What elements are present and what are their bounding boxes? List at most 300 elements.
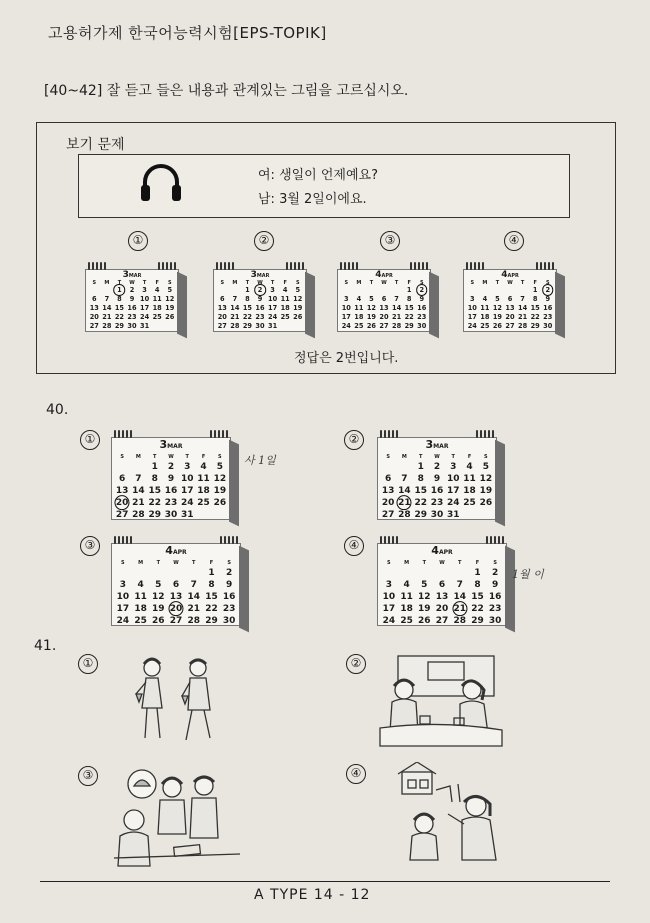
calendar-day [451,568,469,578]
calendar-day: 20 [505,313,515,321]
calendar-weekday: S [220,280,225,286]
calendar-stand [495,440,505,527]
calendar-day [130,462,146,472]
calendar-month-name: APR [172,549,187,556]
calendar-day-circled: 2 [254,286,267,294]
calendar-day: 14 [132,486,145,496]
calendar-day: 10 [447,474,460,484]
calendar-day: 12 [293,295,303,303]
q41-option-number[interactable]: ④ [346,764,366,784]
calendar-day: 29 [242,322,253,330]
q41-option-number[interactable]: ② [346,654,366,674]
calendar-week-row [466,286,554,294]
calendar-month-heading [374,438,500,451]
calendar-day: 26 [165,313,175,321]
calendar-day: 12 [418,592,431,602]
calendar-weekday-row [380,560,504,566]
calendar-day [433,568,451,578]
calendar-month-number: 4 [431,544,439,557]
calendar-day: 6 [385,474,392,484]
calendar-day: 29 [114,322,125,330]
calendar-day: 26 [492,322,503,330]
calendar-day: 8 [245,295,250,303]
instruction-text: [40~42] 잘 듣고 들은 내용과 관계있는 그림을 고르십시오. [44,83,409,99]
calendar-day [291,322,304,330]
calendar-day: 25 [400,616,413,626]
calendar-weekday: T [369,280,374,286]
dialog-line-man: 남: 3월 2일이에요. [258,192,367,207]
calendar-week-row [114,498,228,508]
calendar-day [163,322,176,330]
calendar-month-number: 4 [501,270,508,280]
calendar-day: 22 [114,313,125,321]
page-footer: A TYPE 14 - 12 [254,887,371,903]
calendar-day: 10 [116,592,130,602]
example-option-number: ③ [380,231,400,251]
calendar-day: 2 [226,568,233,578]
calendar-day: 29 [414,510,427,520]
calendar-day [132,568,150,578]
calendar-day: 20 [435,604,449,614]
calendar-day: 10 [467,304,477,312]
calendar-day: 7 [401,474,408,484]
calendar-day: 19 [492,313,503,321]
calendar-day: 2 [492,568,499,578]
calendar-day [229,286,242,294]
calendar-day: 6 [119,474,126,484]
calendar-day: 11 [280,295,290,303]
calendar-day: 11 [354,304,364,312]
calendar-month-heading [460,270,560,280]
calendar-month-name: APR [507,273,519,279]
calendar-stand [505,546,515,633]
calendar-weekday: T [451,454,455,460]
calendar-month-heading [108,438,234,451]
calendar-day: 11 [134,592,147,602]
calendar-day: 17 [447,486,460,496]
calendar-day: 22 [530,313,540,321]
calendar-day: 24 [341,322,351,330]
calendar-month-heading [108,544,244,557]
calendar-stand [555,272,565,339]
calendar-month-number: 3 [250,270,257,280]
calendar-week-row [114,604,238,614]
calendar-day: 10 [268,295,278,303]
calendar-day: 24 [382,616,396,626]
calendar-day [185,568,203,578]
calendar-day: 1 [474,568,481,578]
calendar-day: 10 [382,592,396,602]
calendar-day: 30 [543,322,553,330]
calendar-weekday: W [129,280,135,286]
calendar-month-number: 4 [165,544,173,557]
calendar-day: 30 [127,322,137,330]
calendar-day: 23 [430,498,444,508]
calendar-day: 22 [404,313,414,321]
walking-icecream-illustration[interactable] [120,650,230,750]
calendar-weekday: W [439,560,445,566]
calendar-day: 8 [474,580,481,590]
calendar-weekday: T [142,280,147,286]
calendar-day: 10 [140,295,150,303]
calendar-day: 27 [217,322,227,330]
calendar-example-2[interactable] [210,262,310,332]
calendar-day [353,286,366,294]
calendar-day: 14 [187,592,200,602]
calendar-day: 19 [479,486,493,496]
calendar-day: 28 [187,616,200,626]
calendar-week-row [216,295,304,303]
calendar-weekday: T [185,454,189,460]
calendar-weekday: T [520,280,525,286]
calendar-week-row [114,462,228,472]
calendar-day: 5 [369,295,374,303]
answer-note: 정답은 2번입니다. [294,351,399,366]
calendar-day: 12 [213,474,227,484]
calendar-weekday: T [117,280,122,286]
calendar-day: 1 [151,462,158,472]
q40-option-number[interactable]: ④ [344,536,364,556]
headphone-icon [138,160,184,206]
calendar-day: 5 [167,286,173,294]
calendar-day: 16 [222,592,236,602]
calendar-day: 14 [102,304,112,312]
calendar-week-row [340,286,428,294]
calendar-day: 29 [205,616,218,626]
calendar-day: 6 [91,295,97,303]
calendar-day [195,510,211,520]
calendar-weekday: S [92,280,97,286]
handwritten-note: 사 1일 [244,454,276,467]
exam-header-title: 고용허가제 한국어능력시험[EPS-TOPIK] [48,24,327,42]
calendar-day: 7 [232,295,238,303]
calendar-weekday: M [401,454,407,460]
calendar-q40-3[interactable] [108,536,244,626]
calendar-stand [239,546,249,633]
calendar-day [504,286,517,294]
calendar-day: 17 [268,304,278,312]
calendar-example-3[interactable] [334,262,434,332]
calendar-day: 8 [208,580,215,590]
calendar-day: 18 [400,604,413,614]
calendar-day: 1 [406,286,412,294]
calendar-day: 27 [115,510,129,520]
calendar-stand [305,272,315,339]
calendar-day: 18 [197,486,210,496]
calendar-weekday: F [407,280,411,286]
calendar-day: 21 [132,498,145,508]
calendar-month-name: MAR [256,273,270,279]
calendar-day: 23 [255,313,265,321]
calendar-day: 31 [140,322,150,330]
calendar-day: 13 [169,592,183,602]
q41-option-number[interactable]: ③ [78,766,98,786]
calendar-weekday: W [168,454,174,460]
calendar-day: 25 [480,322,490,330]
calendar-day: 5 [421,580,428,590]
calendar-day [491,286,504,294]
calendar-week-row [380,580,504,590]
calendar-day: 8 [151,474,158,484]
calendar-day [461,510,477,520]
calendar-day: 21 [187,604,200,614]
calendar-day: 27 [169,616,183,626]
calendar-day: 12 [366,304,377,312]
calendar-day: 20 [381,498,395,508]
calendar-day: 4 [137,580,144,590]
calendar-day: 5 [216,462,223,472]
calendar-day: 14 [230,304,240,312]
calendar-weekday: T [422,560,426,566]
calendar-day: 9 [167,474,175,484]
calendar-weekday: S [484,454,488,460]
calendar-day [340,286,353,294]
pointing-shop-illustration[interactable] [392,762,512,862]
calendar-weekday: T [418,454,423,460]
cafe-illustration[interactable] [376,650,506,750]
calendar-day [151,322,164,330]
calendar-week-row [114,474,228,484]
calendar-week-row [340,295,428,303]
calendar-week-row [380,474,494,484]
calendar-weekday: W [507,280,513,286]
dialog-line-woman: 여: 생일이 언제예요? [258,168,379,183]
calendar-day: 29 [471,616,484,626]
calendar-day: 9 [419,295,425,303]
calendar-month-heading [82,270,182,280]
calendar-day: 1 [532,286,538,294]
calendar-day: 21 [230,313,240,321]
calendar-weekday: T [495,280,500,286]
calendar-q40-4[interactable] [374,536,510,626]
calendar-weekday: S [167,280,172,286]
calendar-day: 14 [398,486,411,496]
calendar-day-circled: 20 [167,604,185,614]
calendar-day: 8 [117,295,122,303]
calendar-day: 29 [530,322,540,330]
calendar-example-4[interactable] [460,262,560,332]
calendar-day: 27 [379,322,389,330]
calendar-q40-1[interactable] [108,430,234,520]
calendar-day: 5 [155,580,162,590]
calendar-weekday: T [245,280,250,286]
calendar-day: 28 [230,322,240,330]
calendar-weekday: F [533,280,537,286]
calendar-day-circled: 21 [398,498,411,508]
calendar-day: 28 [398,510,411,520]
calendar-day: 30 [255,322,265,330]
calendar-example-1[interactable] [82,262,182,332]
calendar-day: 13 [505,304,515,312]
calendar-day [390,286,403,294]
calendar-day: 10 [181,474,194,484]
calendar-day: 17 [467,313,477,321]
calendar-day: 25 [197,498,210,508]
calendar-day: 29 [404,322,414,330]
calendar-day: 16 [430,486,444,496]
calendar-day: 18 [354,313,364,321]
calendar-day: 27 [505,322,515,330]
calendar-week-row [466,304,554,312]
calendar-day: 1 [245,286,250,294]
calendar-weekday: W [434,454,440,460]
calendar-weekday: F [475,560,480,566]
calendar-week-row [340,304,428,312]
calendar-day: 16 [164,486,178,496]
calendar-week-row [114,486,228,496]
calendar-day: 24 [140,313,150,321]
calendar-week-row [216,313,304,321]
calendar-day: 7 [104,295,110,303]
calendar-day: 19 [366,313,377,321]
calendar-week-row [380,592,504,602]
calendar-week-row [114,568,238,578]
calendar-day: 2 [129,286,135,294]
calendar-day: 17 [341,313,351,321]
calendar-day: 18 [280,304,290,312]
calendar-day: 13 [115,486,129,496]
calendar-day: 15 [242,304,253,312]
calendar-weekday: M [404,560,410,566]
calendar-day: 26 [366,322,377,330]
calendar-day [380,462,396,472]
calendar-week-row [114,510,228,520]
calendar-day [478,510,494,520]
calendar-day: 13 [89,304,99,312]
handwritten-note: 1월 이 [512,568,544,581]
calendar-day: 4 [466,462,473,472]
calendar-day-circled: 20 [115,498,129,508]
calendar-weekday: F [467,454,472,460]
calendar-day-circled: 2 [541,286,554,294]
calendar-day: 9 [257,295,263,303]
calendar-day: 19 [213,486,227,496]
calendar-weekday: S [470,280,475,286]
calendar-weekday: M [104,280,110,286]
calendar-day: 28 [132,510,145,520]
calendar-week-row [380,510,494,520]
calendar-day: 16 [543,304,553,312]
calendar-day: 3 [343,295,349,303]
calendar-week-row [380,486,494,496]
calendar-day: 19 [152,604,165,614]
calendar-day: 30 [164,510,178,520]
calendar-weekday: S [344,280,349,286]
calendar-day: 28 [518,322,528,330]
calendar-day: 30 [417,322,427,330]
calendar-week-row [380,604,504,614]
calendar-day: 12 [152,592,165,602]
calendar-day: 15 [148,486,161,496]
calendar-day: 21 [102,313,112,321]
calendar-day: 9 [226,580,233,590]
q40-option-number[interactable]: ① [80,430,100,450]
calendar-day [398,568,416,578]
calendar-day: 18 [463,486,476,496]
calendar-month-name: MAR [167,443,183,450]
cake-shop-illustration[interactable] [112,762,242,870]
calendar-day: 20 [379,313,389,321]
q40-option-number[interactable]: ③ [80,536,100,556]
calendar-day-circled: 2 [415,286,428,294]
calendar-day: 12 [492,304,503,312]
calendar-day [415,568,433,578]
calendar-day: 27 [89,322,99,330]
calendar-week-row [466,313,554,321]
calendar-day: 6 [507,295,513,303]
calendar-day: 3 [450,462,457,472]
calendar-day [149,568,167,578]
example-option-number: ② [254,231,274,251]
calendar-week-row [380,462,494,472]
calendar-day: 16 [488,592,502,602]
calendar-day: 31 [447,510,460,520]
calendar-day: 4 [403,580,410,590]
calendar-month-number: 3 [122,270,129,280]
q41-option-number[interactable]: ① [78,654,98,674]
calendar-day: 11 [480,304,490,312]
calendar-day: 9 [129,295,135,303]
calendar-day: 15 [471,592,484,602]
calendar-day: 7 [394,295,399,303]
calendar-day [380,568,398,578]
calendar-day: 25 [280,313,290,321]
calendar-day [516,286,529,294]
calendar-day: 28 [392,322,402,330]
calendar-weekday: S [419,280,424,286]
calendar-month-number: 3 [425,438,434,451]
calendar-month-heading [334,270,434,280]
calendar-day: 26 [479,498,493,508]
calendar-day: 12 [165,295,175,303]
question-41-number: 41. [34,638,57,654]
calendar-day: 25 [463,498,476,508]
calendar-day: 24 [447,498,460,508]
calendar-day: 19 [418,604,431,614]
calendar-day: 24 [181,498,194,508]
calendar-weekday: S [545,280,550,286]
q40-option-number[interactable]: ② [344,430,364,450]
calendar-day: 3 [270,286,275,294]
calendar-weekday: T [152,454,157,460]
calendar-day: 3 [385,580,392,590]
calendar-day [279,322,292,330]
calendar-day: 16 [255,304,265,312]
calendar-week-row [340,313,428,321]
calendar-day: 31 [181,510,194,520]
calendar-day: 26 [418,616,431,626]
calendar-day: 17 [116,604,130,614]
calendar-day [365,286,378,294]
calendar-day: 14 [453,592,466,602]
calendar-day [466,286,479,294]
calendar-day: 30 [222,616,236,626]
calendar-day: 27 [381,510,395,520]
calendar-day [479,286,492,294]
calendar-week-row [216,322,304,330]
calendar-day: 23 [543,313,553,321]
example-option-number: ① [128,231,148,251]
calendar-week-row [380,568,504,578]
calendar-week-row [380,498,494,508]
calendar-day [378,286,391,294]
calendar-day: 16 [127,304,137,312]
calendar-day: 9 [492,580,499,590]
calendar-q40-2[interactable] [374,430,500,520]
calendar-stand [429,272,439,339]
calendar-day: 5 [495,295,500,303]
calendar-weekday: F [201,454,206,460]
